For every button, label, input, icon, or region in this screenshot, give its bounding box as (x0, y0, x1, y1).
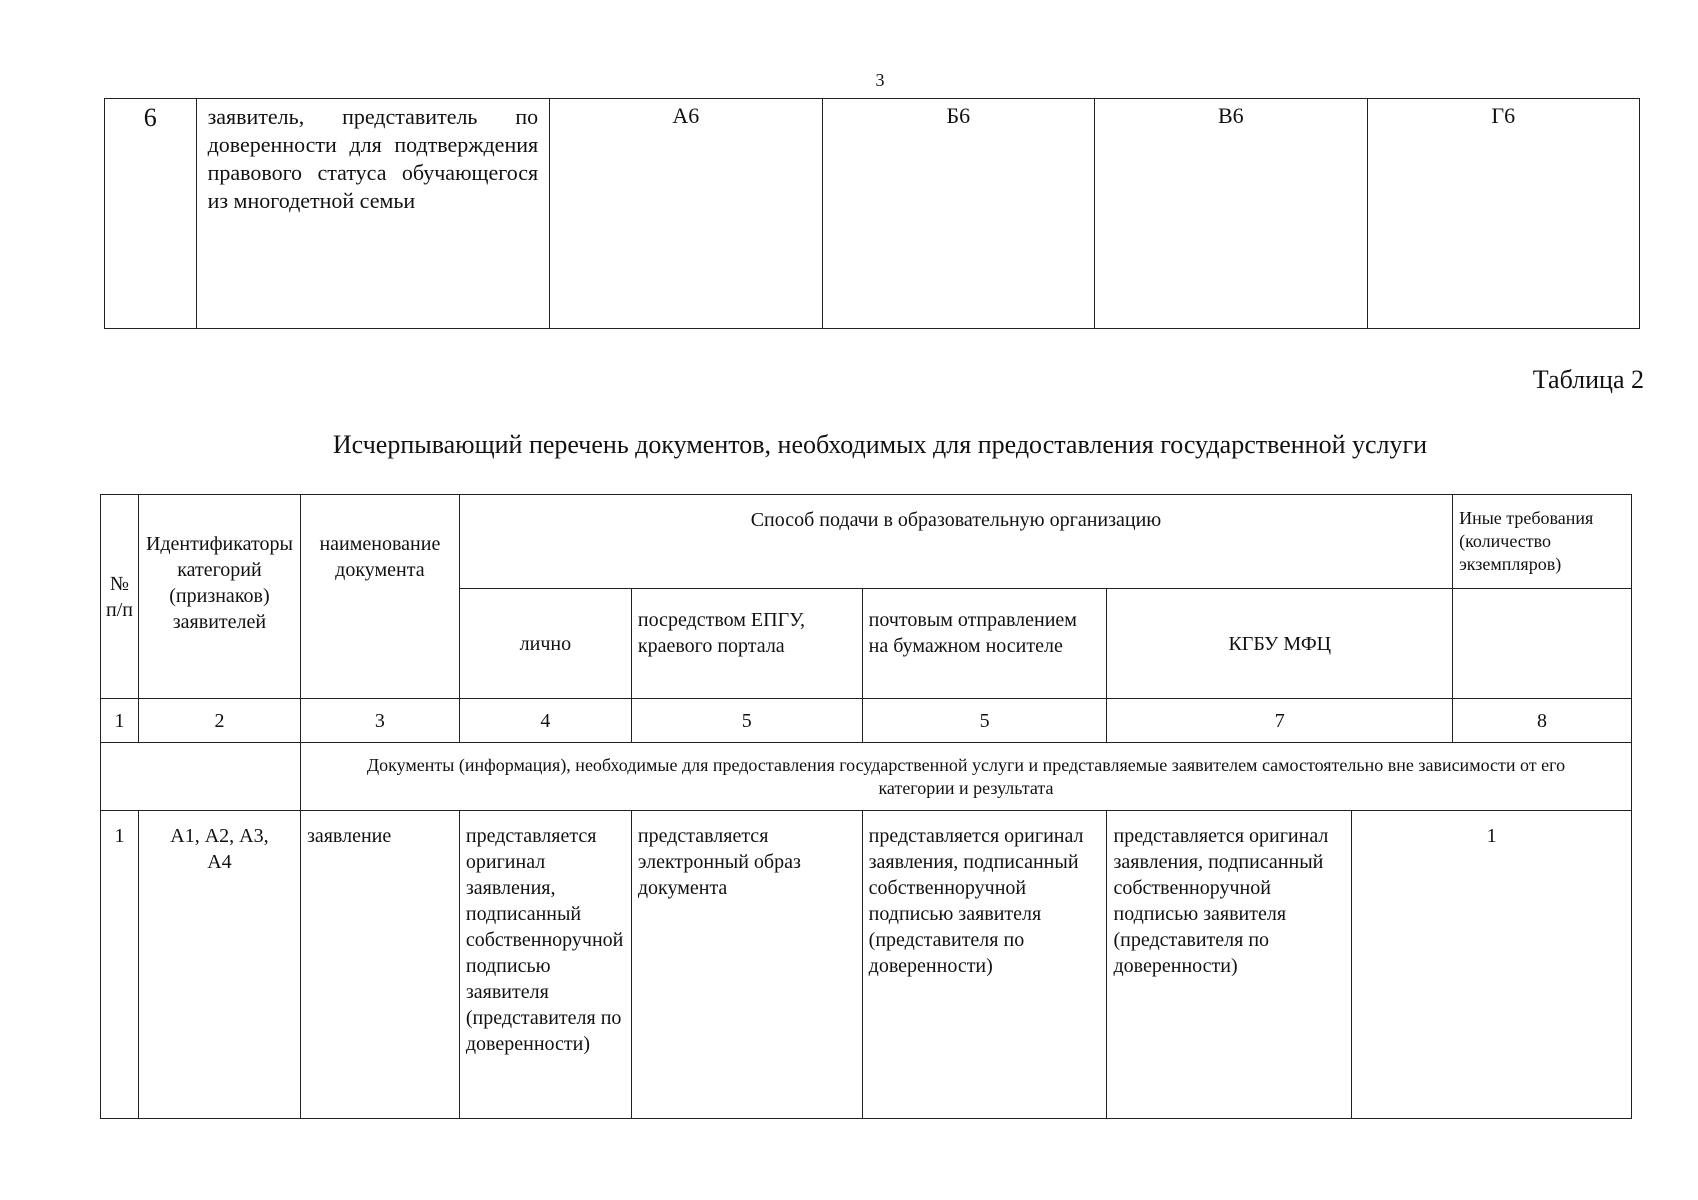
table-row (105, 99, 1640, 329)
row-doc-name: заявление (300, 811, 459, 1119)
header-num: № п/п (101, 495, 139, 699)
col-number: 5 (631, 699, 862, 743)
documents-table (100, 494, 1632, 1119)
col-number: 8 (1453, 699, 1632, 743)
row-categories: А1, А2, А3, А4 (138, 811, 300, 1119)
row-num: 1 (101, 811, 139, 1119)
section-title: Документы (информация), необходимые для предоставления государственной услуги и представляемые заявителем самостоятельно вне зависимости от его категории и результата (300, 743, 1631, 811)
header-categories: Идентификаторы категорий (признаков) заявителей (138, 495, 300, 699)
col-number: 7 (1107, 699, 1453, 743)
column-number-row (101, 699, 1632, 743)
header-other-sub (1453, 589, 1632, 699)
col-number: 1 (101, 699, 139, 743)
row-epgu: представляется электронный образ документа (631, 811, 862, 1119)
table-caption: Таблица 2 (1532, 365, 1644, 394)
code-cell-v: В6 (1095, 99, 1367, 329)
col-number: 4 (459, 699, 631, 743)
header-mail: почтовым отправлением на бумажном носителе (862, 589, 1107, 699)
code-cell-g: Г6 (1367, 99, 1639, 329)
col-number: 3 (300, 699, 459, 743)
header-mfc: КГБУ МФЦ (1107, 589, 1453, 699)
row-mail: представляется оригинал заявления, подписанный собственноручной подписью заявителя (представителя по доверенности) (862, 811, 1107, 1119)
section-blank-cell (101, 743, 301, 811)
header-in-person: лично (459, 589, 631, 699)
row-mfc: представляется оригинал заявления, подписанный собственноручной подписью заявителя (представителя по доверенности) (1107, 811, 1352, 1119)
col-number: 5 (862, 699, 1107, 743)
row-in-person: представляется оригинал заявления, подписанный собственноручной подписью заявителя (представителя по доверенности) (459, 811, 631, 1119)
row-other: 1 (1352, 811, 1632, 1119)
document-title: Исчерпывающий перечень документов, необходимых для предоставления государственной услуги (332, 430, 1428, 459)
header-other: Иные требования (количество экземпляров) (1453, 495, 1632, 589)
code-cell-b: Б6 (822, 99, 1094, 329)
header-row-1 (101, 495, 1632, 589)
col-number: 2 (138, 699, 300, 743)
code-cell-a: А6 (550, 99, 823, 329)
page-number: 3 (875, 70, 885, 90)
section-row (101, 743, 1632, 811)
header-doc-name: наименование документа (300, 495, 459, 699)
table-1-continuation (104, 98, 1640, 329)
applicant-description: заявитель, представитель по доверенности для подтверждения правового статуса обучающегося из многодетной семьи (196, 99, 550, 329)
header-method-group: Способ подачи в образовательную организацию (459, 495, 1452, 589)
table-row (101, 811, 1632, 1119)
row-number: 6 (105, 99, 197, 329)
header-epgu: посредством ЕПГУ, краевого портала (631, 589, 862, 699)
